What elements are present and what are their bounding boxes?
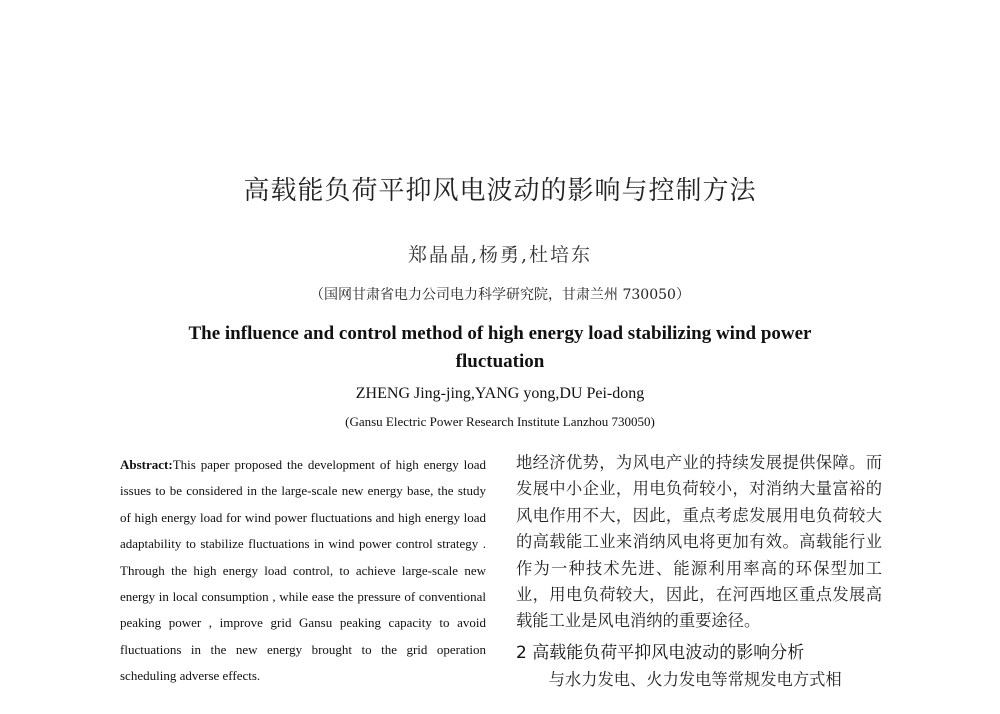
body-paragraph-next: 与水力发电、火力发电等常规发电方式相 — [548, 669, 842, 689]
affiliation-chinese: （国网甘肃省电力公司电力科学研究院，甘肃兰州 730050） — [310, 287, 690, 303]
affiliation-english: (Gansu Electric Power Research Institute Lanzhou 730050) — [345, 414, 655, 429]
abstract-text: This paper proposed the development of high energy load issues to be considered in the large-scale new energy base, the study of high energy load for wind power fluctuations and high energy load adaptability to stabilize fluctuations in wind power control strategy . Through the high energy load control, to achieve large-scale new energy in local consumption , while ease the pressure of conventional peaking power , improve grid Gansu peaking capacity to avoid fluctuations in the new energy brought to the grid operation scheduling adverse effects. — [120, 457, 486, 684]
abstract-label: Abstract: — [120, 457, 173, 472]
section-heading: 2 高载能负荷平抑风电波动的影响分析 — [516, 642, 805, 663]
abstract-block — [120, 452, 486, 690]
body-column-right — [516, 450, 882, 693]
paper-title-chinese: 高载能负荷平抑风电波动的影响与控制方法 — [243, 176, 757, 206]
paper-title-english: The influence and control method of high energy load stabilizing wind power fluctuation — [188, 323, 812, 372]
body-paragraph: 地经济优势，为风电产业的持续发展提供保障。而发展中小企业，用电负荷较小，对消纳大量富裕的风电作用不大，因此，重点考虑发展用电负荷较大的高载能工业来消纳风电将更加有效。高载能行业作为一种技术先进、能源利用率高的环保型加工业，用电负荷较大，因此，在河西地区重点发展高载能工业是风电消纳的重要途径。 — [516, 453, 882, 631]
authors-chinese: 郑晶晶,杨勇,杜培东 — [407, 244, 593, 266]
authors-english: ZHENG Jing-jing,YANG yong,DU Pei-dong — [355, 385, 645, 402]
